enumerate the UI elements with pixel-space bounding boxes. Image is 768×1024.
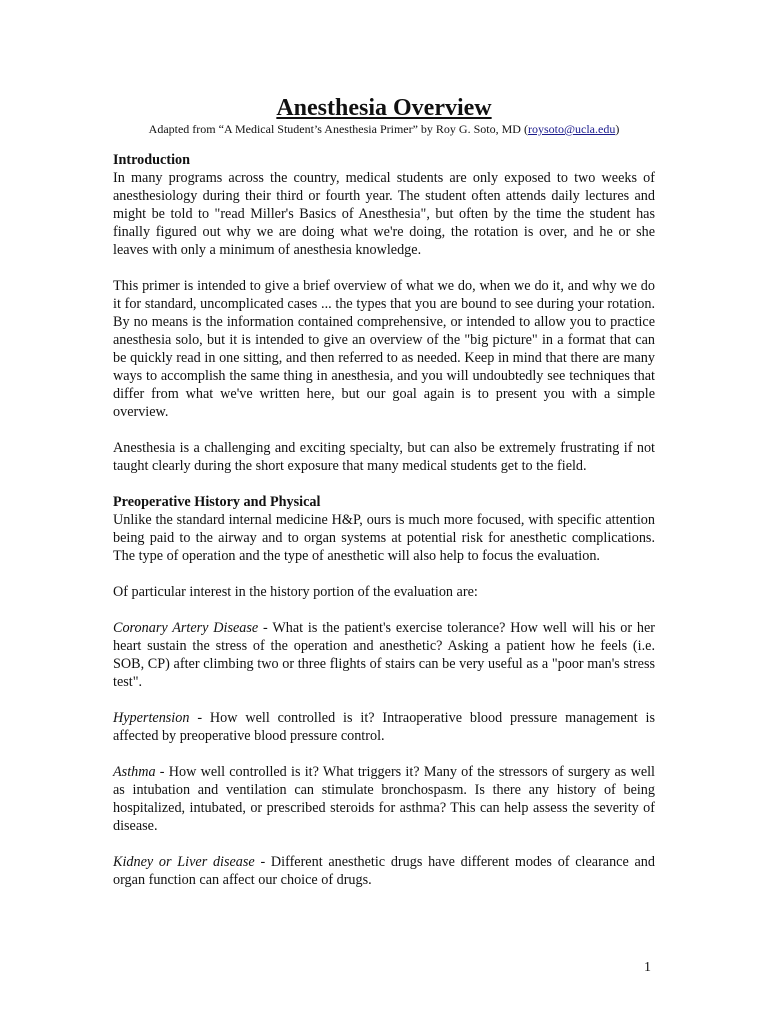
section-heading-introduction: Introduction <box>113 152 190 168</box>
history-item-kidney-liver <box>113 853 655 889</box>
history-item-term: Kidney or Liver disease <box>113 854 255 870</box>
history-item-term: Asthma <box>113 764 156 780</box>
history-item-text: - How well controlled is it? What triggers it? Many of the stressors of surgery as well as intubation and ventilation can stimulate bronchospasm. Is there any history of being hospitalized, intubated, or prescribed steroids for asthma? This can help assess the severity of disease. <box>113 764 655 834</box>
history-item-text: - How well controlled is it? Intraoperative blood pressure management is affected by preoperative blood pressure control. <box>113 710 655 744</box>
history-item-cad <box>113 619 655 691</box>
intro-paragraph-3: Anesthesia is a challenging and exciting specialty, but can also be extremely frustrating if not taught clearly during the short exposure that many medical students get to the field. <box>113 440 655 474</box>
preop-paragraph-1: Unlike the standard internal medicine H&P, ours is much more focused, with specific attention being paid to the airway and to organ systems at potential risk for anesthetic complications. The type of operation and the type of anesthetic will also help to focus the evaluation. <box>113 512 655 564</box>
history-item-term: Hypertension <box>113 710 190 726</box>
intro-paragraph-2: This primer is intended to give a brief overview of what we do, when we do it, and why we do it for standard, uncomplicated cases ... the types that you are bound to see during your rotation. By no means is the information contained comprehensive, or intended to allow you to practice anesthesia solo, but it is intended to give an overview of the "big picture" in a format that can be quickly read in one sitting, and then referred to as needed. Keep in mind that there are many ways to accomplish the same thing in anesthesia, and you will undoubtedly see techniques that differ from what we've written here, but our goal again is to present you with a simple overview. <box>113 278 655 420</box>
history-item-text: - Different anesthetic drugs have different modes of clearance and organ function can affect our choice of drugs. <box>113 854 655 888</box>
document-subtitle <box>113 122 655 137</box>
preop-paragraph-2: Of particular interest in the history portion of the evaluation are: <box>113 584 478 600</box>
author-email-link[interactable]: roysoto@ucla.edu <box>527 122 616 136</box>
history-item-asthma <box>113 763 655 835</box>
subtitle-text: Adapted from “A Medical Student’s Anesthesia Primer” by Roy G. Soto, MD ( <box>148 122 528 136</box>
document-page <box>113 94 655 889</box>
section-heading-preop: Preoperative History and Physical <box>113 494 321 510</box>
history-item-text: - What is the patient's exercise tolerance? How well will his or her heart sustain the stress of the operation and anesthetic? Asking a patient how he feels (i.e. SOB, CP) after climbing two or three flights of stairs can be very useful as a "poor man's stress test". <box>113 620 655 690</box>
subtitle-close: ) <box>615 122 620 136</box>
page-number: 1 <box>644 960 651 975</box>
intro-paragraph-1: In many programs across the country, medical students are only exposed to two weeks of anesthesiology during their third or fourth year. The student often attends daily lectures and might be told to "read Miller's Basics of Anesthesia", but often by the time the student has finally figured out why we are doing what we're doing, the rotation is over, and he or she leaves with only a minimum of anesthesia knowledge. <box>113 170 655 258</box>
document-title: Anesthesia Overview <box>276 95 492 121</box>
history-item-term: Coronary Artery Disease <box>113 620 259 636</box>
history-item-hypertension <box>113 709 655 745</box>
